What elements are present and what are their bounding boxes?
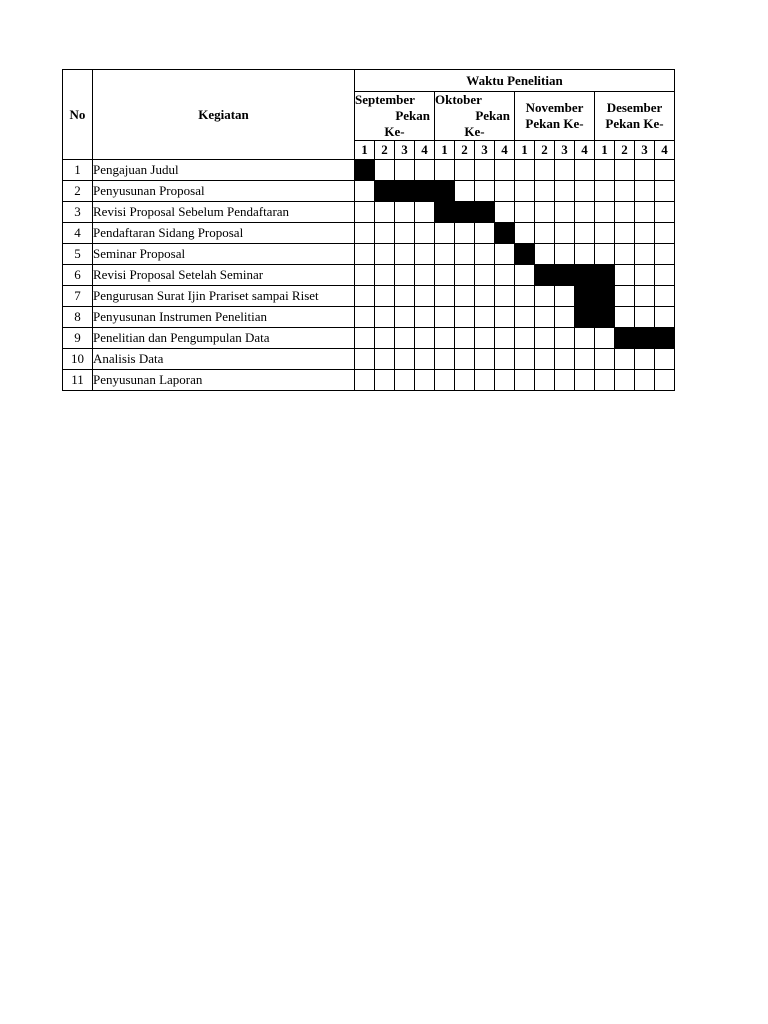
schedule-cell bbox=[375, 370, 395, 391]
schedule-cell bbox=[655, 370, 675, 391]
schedule-cell bbox=[455, 328, 475, 349]
schedule-cell bbox=[515, 160, 535, 181]
schedule-cell-filled bbox=[375, 181, 395, 202]
schedule-cell bbox=[395, 223, 415, 244]
schedule-cell-filled bbox=[595, 265, 615, 286]
schedule-cell bbox=[635, 244, 655, 265]
schedule-cell bbox=[395, 202, 415, 223]
schedule-cell bbox=[515, 223, 535, 244]
month-pekan: Pekan bbox=[475, 108, 510, 123]
schedule-cell bbox=[495, 160, 515, 181]
schedule-cell bbox=[495, 328, 515, 349]
schedule-cell bbox=[535, 223, 555, 244]
table-row bbox=[63, 349, 675, 370]
schedule-cell bbox=[655, 349, 675, 370]
month-pekan-ke: Pekan Ke- bbox=[605, 116, 664, 131]
schedule-cell bbox=[375, 202, 395, 223]
schedule-cell-filled bbox=[595, 307, 615, 328]
row-number: 2 bbox=[63, 181, 93, 202]
schedule-cell bbox=[615, 181, 635, 202]
table-row bbox=[63, 202, 675, 223]
schedule-cell bbox=[355, 349, 375, 370]
schedule-cell-filled bbox=[575, 286, 595, 307]
schedule-cell bbox=[655, 223, 675, 244]
schedule-cell bbox=[395, 244, 415, 265]
month-ke: Ke- bbox=[464, 124, 485, 139]
schedule-cell bbox=[475, 370, 495, 391]
schedule-cell bbox=[395, 349, 415, 370]
schedule-cell bbox=[635, 286, 655, 307]
schedule-cell bbox=[495, 202, 515, 223]
schedule-cell bbox=[575, 181, 595, 202]
schedule-cell bbox=[555, 370, 575, 391]
week-number-cell: 1 bbox=[595, 141, 615, 160]
schedule-table bbox=[62, 69, 675, 391]
schedule-cell bbox=[375, 349, 395, 370]
schedule-cell bbox=[595, 370, 615, 391]
header-waktu-penelitian: Waktu Penelitian bbox=[355, 70, 675, 92]
schedule-cell bbox=[375, 244, 395, 265]
schedule-cell bbox=[475, 349, 495, 370]
schedule-cell bbox=[395, 307, 415, 328]
schedule-cell bbox=[495, 349, 515, 370]
schedule-cell bbox=[415, 223, 435, 244]
schedule-cell bbox=[615, 307, 635, 328]
schedule-cell-filled bbox=[355, 160, 375, 181]
table-row bbox=[63, 328, 675, 349]
schedule-cell-filled bbox=[435, 181, 455, 202]
activity-name: Penyusunan Instrumen Penelitian bbox=[93, 307, 355, 328]
header-no: No bbox=[63, 70, 93, 160]
schedule-cell bbox=[655, 265, 675, 286]
activity-name: Analisis Data bbox=[93, 349, 355, 370]
schedule-cell bbox=[515, 286, 535, 307]
schedule-cell bbox=[535, 370, 555, 391]
schedule-cell bbox=[455, 370, 475, 391]
schedule-cell bbox=[595, 349, 615, 370]
schedule-cell bbox=[575, 370, 595, 391]
schedule-cell bbox=[415, 244, 435, 265]
schedule-cell bbox=[435, 307, 455, 328]
schedule-cell bbox=[575, 244, 595, 265]
schedule-cell bbox=[395, 265, 415, 286]
schedule-cell bbox=[655, 286, 675, 307]
row-number: 1 bbox=[63, 160, 93, 181]
schedule-cell bbox=[535, 328, 555, 349]
schedule-cell bbox=[375, 328, 395, 349]
schedule-cell bbox=[415, 307, 435, 328]
week-number-cell: 3 bbox=[475, 141, 495, 160]
schedule-cell bbox=[615, 265, 635, 286]
schedule-cell bbox=[515, 370, 535, 391]
schedule-cell bbox=[555, 223, 575, 244]
schedule-cell-filled bbox=[515, 244, 535, 265]
schedule-cell bbox=[415, 160, 435, 181]
schedule-cell bbox=[615, 244, 635, 265]
schedule-cell bbox=[595, 328, 615, 349]
schedule-cell bbox=[535, 349, 555, 370]
schedule-cell bbox=[575, 349, 595, 370]
schedule-cell bbox=[475, 244, 495, 265]
schedule-cell bbox=[655, 160, 675, 181]
schedule-cell bbox=[495, 307, 515, 328]
header-month-september bbox=[355, 92, 435, 141]
schedule-cell bbox=[575, 160, 595, 181]
schedule-cell bbox=[455, 265, 475, 286]
schedule-cell bbox=[555, 202, 575, 223]
schedule-cell bbox=[415, 349, 435, 370]
schedule-cell-filled bbox=[655, 328, 675, 349]
activity-name: Revisi Proposal Sebelum Pendaftaran bbox=[93, 202, 355, 223]
week-number-cell: 1 bbox=[435, 141, 455, 160]
schedule-cell bbox=[475, 181, 495, 202]
table-row bbox=[63, 181, 675, 202]
week-number-cell: 2 bbox=[455, 141, 475, 160]
schedule-cell bbox=[415, 286, 435, 307]
schedule-cell bbox=[515, 265, 535, 286]
schedule-cell bbox=[355, 181, 375, 202]
week-number-cell: 2 bbox=[535, 141, 555, 160]
table-row bbox=[63, 160, 675, 181]
schedule-cell bbox=[475, 328, 495, 349]
schedule-cell bbox=[635, 370, 655, 391]
schedule-cell bbox=[435, 244, 455, 265]
row-number: 9 bbox=[63, 328, 93, 349]
schedule-cell bbox=[655, 307, 675, 328]
schedule-cell bbox=[535, 307, 555, 328]
schedule-cell bbox=[395, 370, 415, 391]
schedule-cell bbox=[655, 181, 675, 202]
week-number-cell: 4 bbox=[415, 141, 435, 160]
schedule-cell bbox=[355, 244, 375, 265]
schedule-cell bbox=[495, 370, 515, 391]
schedule-cell-filled bbox=[535, 265, 555, 286]
week-number-cell: 3 bbox=[555, 141, 575, 160]
schedule-cell bbox=[555, 244, 575, 265]
header-month-november bbox=[515, 92, 595, 141]
header-month-desember bbox=[595, 92, 675, 141]
schedule-cell bbox=[495, 244, 515, 265]
week-number-cell: 3 bbox=[635, 141, 655, 160]
schedule-cell bbox=[435, 160, 455, 181]
schedule-cell bbox=[495, 181, 515, 202]
month-pekan: Pekan bbox=[395, 108, 430, 123]
row-number: 8 bbox=[63, 307, 93, 328]
header-month-oktober bbox=[435, 92, 515, 141]
schedule-cell bbox=[355, 307, 375, 328]
month-name: Oktober bbox=[435, 92, 482, 107]
row-number: 7 bbox=[63, 286, 93, 307]
schedule-cell bbox=[615, 160, 635, 181]
row-number: 4 bbox=[63, 223, 93, 244]
schedule-cell bbox=[575, 328, 595, 349]
activity-name: Penyusunan Laporan bbox=[93, 370, 355, 391]
schedule-cell bbox=[375, 286, 395, 307]
schedule-cell bbox=[615, 202, 635, 223]
schedule-cell bbox=[435, 370, 455, 391]
schedule-cell bbox=[655, 202, 675, 223]
schedule-cell bbox=[415, 328, 435, 349]
schedule-cell-filled bbox=[415, 181, 435, 202]
schedule-cell bbox=[435, 349, 455, 370]
week-number-cell: 1 bbox=[515, 141, 535, 160]
schedule-cell bbox=[595, 244, 615, 265]
month-name: November bbox=[525, 100, 584, 115]
month-pekan-ke: Pekan Ke- bbox=[525, 116, 584, 131]
schedule-cell bbox=[395, 160, 415, 181]
activity-name: Pengurusan Surat Ijin Prariset sampai Riset bbox=[93, 286, 355, 307]
schedule-cell bbox=[515, 307, 535, 328]
schedule-cell bbox=[475, 223, 495, 244]
schedule-cell bbox=[375, 265, 395, 286]
schedule-cell bbox=[435, 265, 455, 286]
week-number-cell: 2 bbox=[615, 141, 635, 160]
schedule-cell bbox=[475, 307, 495, 328]
schedule-cell bbox=[475, 265, 495, 286]
schedule-cell bbox=[595, 223, 615, 244]
schedule-cell bbox=[455, 307, 475, 328]
table-row bbox=[63, 223, 675, 244]
schedule-cell bbox=[555, 181, 575, 202]
schedule-cell bbox=[515, 349, 535, 370]
activity-name: Revisi Proposal Setelah Seminar bbox=[93, 265, 355, 286]
week-number-cell: 2 bbox=[375, 141, 395, 160]
table-row bbox=[63, 370, 675, 391]
schedule-cell bbox=[435, 286, 455, 307]
row-number: 3 bbox=[63, 202, 93, 223]
table-header bbox=[63, 70, 675, 160]
table-body bbox=[63, 160, 675, 391]
schedule-cell bbox=[435, 223, 455, 244]
schedule-cell bbox=[515, 181, 535, 202]
header-kegiatan: Kegiatan bbox=[93, 70, 355, 160]
schedule-cell bbox=[575, 223, 595, 244]
schedule-cell-filled bbox=[395, 181, 415, 202]
activity-name: Pendaftaran Sidang Proposal bbox=[93, 223, 355, 244]
schedule-cell bbox=[535, 160, 555, 181]
schedule-cell bbox=[455, 160, 475, 181]
row-number: 6 bbox=[63, 265, 93, 286]
row-number: 5 bbox=[63, 244, 93, 265]
week-number-cell: 3 bbox=[395, 141, 415, 160]
month-name: September bbox=[355, 92, 415, 107]
schedule-cell bbox=[355, 328, 375, 349]
activity-name: Seminar Proposal bbox=[93, 244, 355, 265]
schedule-cell bbox=[355, 223, 375, 244]
schedule-cell bbox=[535, 244, 555, 265]
schedule-cell bbox=[655, 244, 675, 265]
schedule-cell bbox=[635, 223, 655, 244]
schedule-cell bbox=[535, 286, 555, 307]
schedule-cell-filled bbox=[575, 265, 595, 286]
schedule-cell bbox=[555, 160, 575, 181]
schedule-cell bbox=[615, 349, 635, 370]
schedule-cell bbox=[555, 349, 575, 370]
month-ke: Ke- bbox=[384, 124, 405, 139]
schedule-cell bbox=[415, 265, 435, 286]
schedule-cell bbox=[595, 160, 615, 181]
schedule-cell bbox=[455, 244, 475, 265]
schedule-cell bbox=[535, 181, 555, 202]
schedule-cell bbox=[495, 265, 515, 286]
schedule-cell bbox=[395, 328, 415, 349]
schedule-cell bbox=[635, 160, 655, 181]
schedule-cell bbox=[455, 349, 475, 370]
schedule-cell bbox=[395, 286, 415, 307]
schedule-cell bbox=[615, 223, 635, 244]
schedule-cell bbox=[595, 202, 615, 223]
month-name: Desember bbox=[606, 100, 663, 115]
schedule-cell bbox=[515, 202, 535, 223]
activity-name: Penyusunan Proposal bbox=[93, 181, 355, 202]
schedule-cell bbox=[615, 370, 635, 391]
schedule-cell-filled bbox=[455, 202, 475, 223]
schedule-cell-filled bbox=[555, 265, 575, 286]
schedule-cell bbox=[415, 202, 435, 223]
schedule-cell bbox=[635, 202, 655, 223]
schedule-cell-filled bbox=[435, 202, 455, 223]
schedule-cell bbox=[635, 181, 655, 202]
schedule-cell bbox=[475, 160, 495, 181]
table-row bbox=[63, 265, 675, 286]
schedule-cell bbox=[375, 160, 395, 181]
schedule-cell bbox=[355, 202, 375, 223]
schedule-cell-filled bbox=[595, 286, 615, 307]
schedule-cell bbox=[355, 265, 375, 286]
row-number: 11 bbox=[63, 370, 93, 391]
schedule-cell bbox=[415, 370, 435, 391]
schedule-cell bbox=[575, 202, 595, 223]
schedule-cell bbox=[555, 286, 575, 307]
schedule-cell-filled bbox=[575, 307, 595, 328]
schedule-cell bbox=[615, 286, 635, 307]
schedule-cell bbox=[375, 223, 395, 244]
schedule-cell-filled bbox=[635, 328, 655, 349]
table-row bbox=[63, 244, 675, 265]
schedule-cell bbox=[495, 286, 515, 307]
schedule-cell bbox=[515, 328, 535, 349]
table-row bbox=[63, 307, 675, 328]
table-row bbox=[63, 286, 675, 307]
schedule-cell-filled bbox=[475, 202, 495, 223]
activity-name: Pengajuan Judul bbox=[93, 160, 355, 181]
week-number-cell: 4 bbox=[495, 141, 515, 160]
schedule-cell bbox=[375, 307, 395, 328]
week-number-cell: 4 bbox=[655, 141, 675, 160]
schedule-cell bbox=[535, 202, 555, 223]
schedule-cell bbox=[475, 286, 495, 307]
schedule-cell bbox=[635, 349, 655, 370]
schedule-cell bbox=[355, 370, 375, 391]
week-number-cell: 4 bbox=[575, 141, 595, 160]
activity-name: Penelitian dan Pengumpulan Data bbox=[93, 328, 355, 349]
schedule-cell-filled bbox=[495, 223, 515, 244]
schedule-cell bbox=[455, 181, 475, 202]
schedule-cell bbox=[635, 265, 655, 286]
schedule-cell-filled bbox=[615, 328, 635, 349]
schedule-cell bbox=[635, 307, 655, 328]
schedule-cell bbox=[435, 328, 455, 349]
schedule-cell bbox=[555, 328, 575, 349]
schedule-cell bbox=[595, 181, 615, 202]
week-number-cell: 1 bbox=[355, 141, 375, 160]
schedule-cell bbox=[455, 223, 475, 244]
row-number: 10 bbox=[63, 349, 93, 370]
schedule-cell bbox=[455, 286, 475, 307]
schedule-cell bbox=[555, 307, 575, 328]
schedule-cell bbox=[355, 286, 375, 307]
